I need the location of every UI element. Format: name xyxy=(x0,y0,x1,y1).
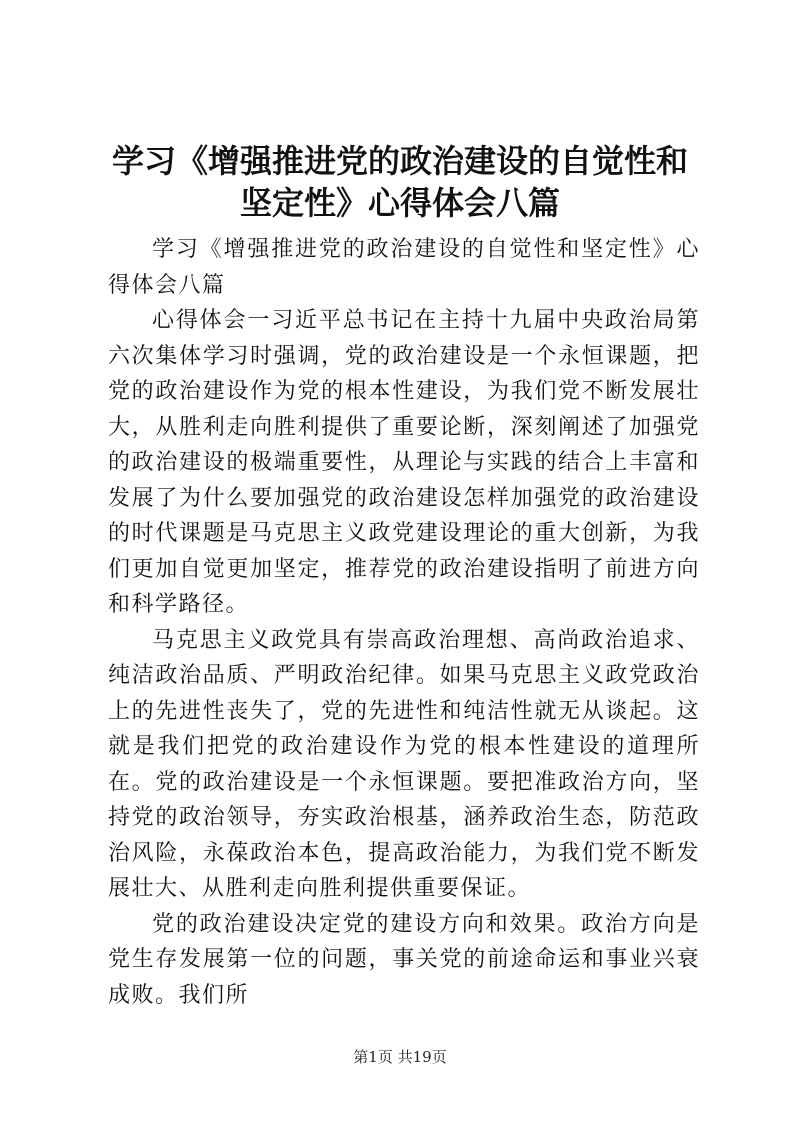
paragraph-subtitle: 学习《增强推进党的政治建设的自觉性和坚定性》心得体会八篇 xyxy=(108,237,700,298)
paragraph-1: 心得体会一习近平总书记在主持十九届中央政治局第六次集体学习时强调，党的政治建设是一个永恒课题，把党的政治建设作为党的根本性建设，为我们党不断发展壮大，从胜利走向胜利提供了重要论断，深刻阐述了加强党的政治建设的极端重要性，从理论与实践的结合上丰富和发展了为什么要加强党的政治建设怎样加强党的政治建设的时代课题是马克思主义政党建设理论的重大创新，为我们更加自觉更加坚定，推荐党的政治建设指明了前进方向和科学路径。 xyxy=(108,308,700,617)
paragraph-3: 党的政治建设决定党的建设方向和效果。政治方向是党生存发展第一位的问题，事关党的前途命运和事业兴衰成败。我们所 xyxy=(108,911,700,1008)
page-number-footer: 第1页 共19页 xyxy=(353,1048,447,1066)
document-title: 学习《增强推进党的政治建设的自觉性和坚定性》心得体会八篇 xyxy=(111,142,688,222)
document-body xyxy=(108,232,700,1013)
paragraph-2: 马克思主义政党具有崇高政治理想、高尚政治追求、纯洁政治品质、严明政治纪律。如果马克思主义政党政治上的先进性丧失了，党的先进性和纯洁性就无从谈起。这就是我们把党的政治建设作为党的根本性建设的道理所在。党的政治建设是一个永恒课题。要把准政治方向，坚持党的政治领导，夯实政治根基，涵养政治生态，防范政治风险，永葆政治本色，提高政治能力，为我们党不断发展壮大、从胜利走向胜利提供重要保证。 xyxy=(108,627,700,901)
